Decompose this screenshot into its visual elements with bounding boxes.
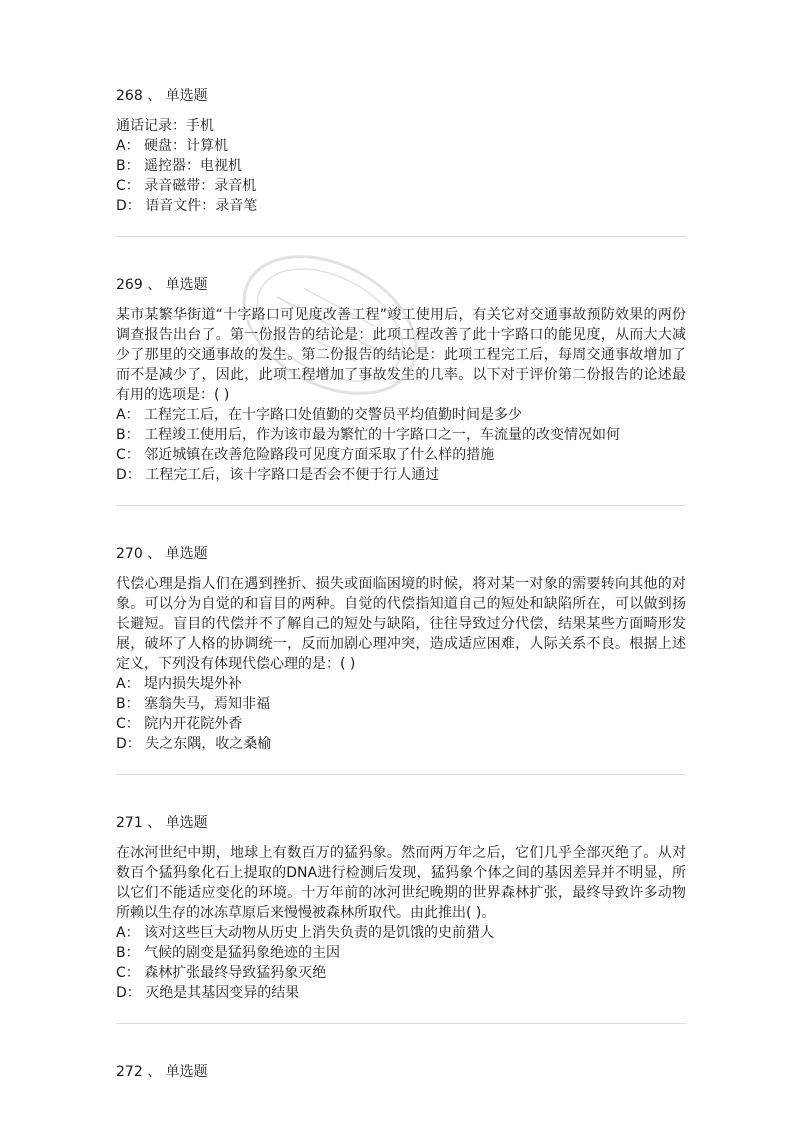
- option-text: 该对这些巨大动物从历史上消失负责的是饥饿的史前猎人: [144, 925, 495, 941]
- question-type: 单选题: [165, 546, 208, 562]
- option-text: 气候的剧变是猛犸象绝迹的主因: [144, 945, 341, 961]
- option-letter: B：: [116, 158, 140, 174]
- option-letter: D：: [116, 467, 141, 483]
- question-268: [116, 86, 686, 216]
- question-divider: [116, 774, 686, 775]
- option-c[interactable]: [116, 176, 686, 196]
- question-header: [116, 813, 686, 833]
- question-stem: 通话记录：手机: [116, 118, 214, 134]
- option-letter: D：: [116, 736, 141, 752]
- option-letter: A：: [116, 138, 140, 154]
- question-type: 单选题: [165, 1064, 208, 1080]
- option-b[interactable]: [116, 943, 686, 963]
- question-divider: [116, 1023, 686, 1024]
- option-text: 工程完工后，该十字路口是否会不便于行人通过: [145, 467, 440, 483]
- option-letter: D：: [116, 985, 141, 1001]
- question-header: [116, 275, 686, 295]
- question-type: 单选题: [165, 88, 208, 104]
- option-text: 灭绝是其基因变异的结果: [145, 985, 300, 1001]
- question-header: [116, 544, 686, 564]
- option-b[interactable]: [116, 156, 686, 176]
- question-269: [116, 275, 686, 485]
- option-text: 硬盘：计算机: [144, 138, 229, 154]
- option-text: 塞翁失马，焉知非福: [144, 696, 271, 712]
- question-separator: 、: [147, 1064, 162, 1080]
- option-c[interactable]: [116, 445, 686, 465]
- question-divider: [116, 505, 686, 506]
- option-text: 工程竣工使用后，作为该市最为繁忙的十字路口之一，车流量的改变情况如何: [144, 427, 621, 443]
- question-list: [116, 86, 686, 1092]
- option-text: 遥控器：电视机: [144, 158, 243, 174]
- option-list: [116, 923, 686, 1003]
- question-header: [116, 1062, 686, 1082]
- question-number: 271: [116, 815, 143, 831]
- option-d[interactable]: [116, 196, 686, 216]
- option-d[interactable]: [116, 983, 686, 1003]
- option-text: 工程完工后，在十字路口处值勤的交警员平均值勤时间是多少: [144, 407, 523, 423]
- option-list: [116, 674, 686, 754]
- option-letter: A：: [116, 676, 140, 692]
- option-letter: B：: [116, 696, 140, 712]
- option-c[interactable]: [116, 963, 686, 983]
- question-divider: [116, 236, 686, 237]
- question-separator: 、: [147, 277, 162, 293]
- option-text: 录音磁带：录音机: [144, 178, 257, 194]
- option-text: 堤内损失堤外补: [144, 676, 243, 692]
- question-270: [116, 544, 686, 754]
- question-stem: 某市某繁华街道“十字路口可见度改善工程”竣工使用后，有关它对交通事故预防效果的两份调查报告出台了。第一份报告的结论是：此项工程改善了此十字路口的能见度，从而大大减少了那里的交通事故的发生。第二份报告的结论是：此项工程完工后，每周交通事故增加了而不是减少了，因此，此项工程增加了事故发生的几率。以下对于评价第二份报告的论述最有用的选项是：( ): [116, 307, 686, 403]
- option-letter: B：: [116, 945, 140, 961]
- option-b[interactable]: [116, 425, 686, 445]
- option-list: [116, 405, 686, 485]
- option-letter: C：: [116, 178, 140, 194]
- option-a[interactable]: [116, 674, 686, 694]
- option-a[interactable]: [116, 405, 686, 425]
- option-letter: C：: [116, 447, 140, 463]
- option-text: 森林扩张最终导致猛犸象灭绝: [144, 965, 327, 981]
- question-header: [116, 86, 686, 106]
- option-text: 邻近城镇在改善危险路段可见度方面采取了什么样的措施: [144, 447, 495, 463]
- option-a[interactable]: [116, 923, 686, 943]
- question-type: 单选题: [165, 277, 208, 293]
- option-d[interactable]: [116, 734, 686, 754]
- question-number: 268: [116, 88, 143, 104]
- question-272: [116, 1062, 686, 1082]
- option-letter: C：: [116, 716, 140, 732]
- option-b[interactable]: [116, 694, 686, 714]
- question-stem: 代偿心理是指人们在遇到挫折、损失或面临困境的时候，将对某一对象的需要转向其他的对象。可以分为自觉的和盲目的两种。自觉的代偿指知道自己的短处和缺陷所在，可以做到扬长避短。盲目的代偿并不了解自己的短处与缺陷，往往导致过分代偿，结果某些方面畸形发展，破坏了人格的协调统一，反而加剧心理冲突，造成适应困难，人际关系不良。根据上述定义，下列没有体现代偿心理的是：( ): [116, 576, 686, 672]
- question-number: 270: [116, 546, 143, 562]
- option-letter: A：: [116, 925, 140, 941]
- option-d[interactable]: [116, 465, 686, 485]
- option-letter: D：: [116, 198, 141, 214]
- option-text: 院内开花院外香: [144, 716, 243, 732]
- question-number: 272: [116, 1064, 143, 1080]
- option-c[interactable]: [116, 714, 686, 734]
- option-letter: A：: [116, 407, 140, 423]
- option-text: 失之东隅，收之桑榆: [145, 736, 272, 752]
- question-number: 269: [116, 277, 143, 293]
- question-type: 单选题: [165, 815, 208, 831]
- option-text: 语音文件：录音笔: [145, 198, 258, 214]
- question-271: [116, 813, 686, 1003]
- option-letter: B：: [116, 427, 140, 443]
- question-stem: 在冰河世纪中期，地球上有数百万的猛犸象。然而两万年之后，它们几乎全部灭绝了。从对数百个猛犸象化石上提取的DNA进行检测后发现，猛犸象个体之间的基因差异并不明显，所以它们不能适应变化的环境。十万年前的冰河世纪晚期的世界森林扩张，最终导致许多动物所赖以生存的冰冻草原后来慢慢被森林所取代。由此推出( )。: [116, 845, 686, 921]
- option-a[interactable]: [116, 136, 686, 156]
- question-separator: 、: [147, 546, 162, 562]
- option-list: [116, 136, 686, 216]
- option-letter: C：: [116, 965, 140, 981]
- question-separator: 、: [147, 815, 162, 831]
- question-separator: 、: [147, 88, 162, 104]
